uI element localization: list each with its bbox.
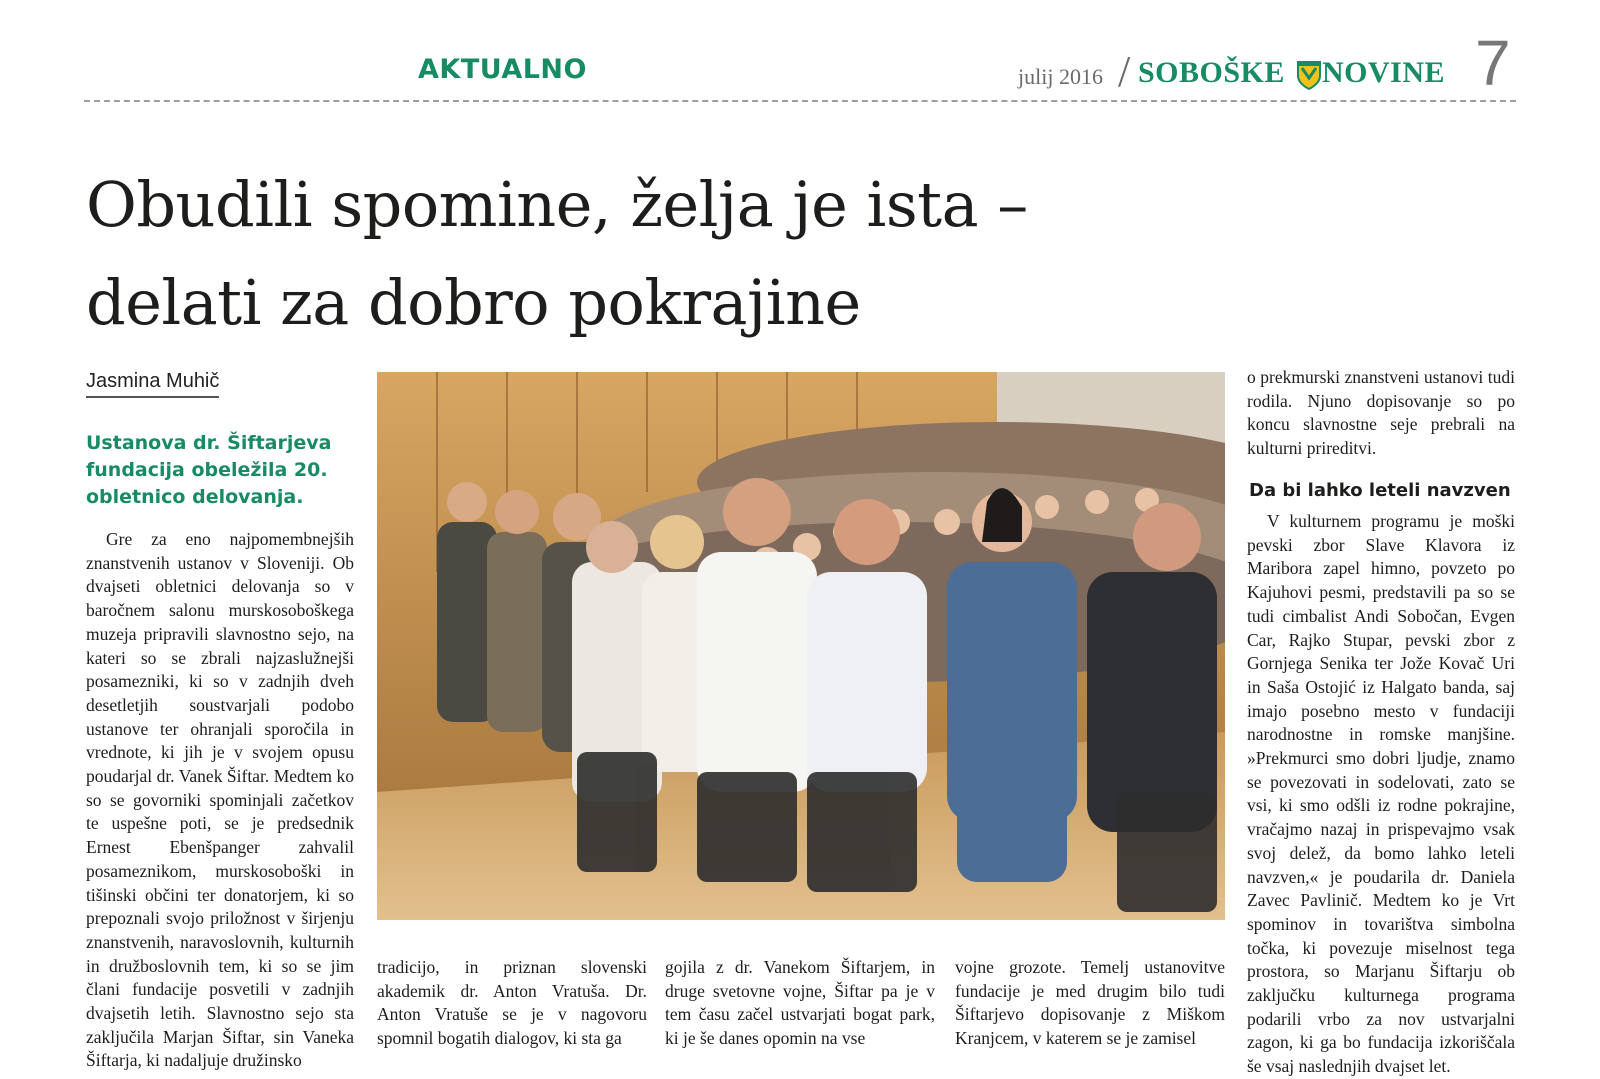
article-headline: [86, 156, 1506, 352]
article-column-2: [377, 956, 647, 1051]
column-5-bottom-text: V kulturnem programu je moški pevski zbor Slave Klavora iz Maribora zapel himno, povzeto po Kajuhovi pesmi, predstavili pa so se tudi cimbalist Andi Sobočan, Evgen Car, Rajko Stupar, pevski zbor z Gornjega Senika ter Jože Kovač Uri in Saša Ostojić iz Halgato banda, saj imajo posebno mesto v fundaciji narodnostne in romske manjšine. »Prekmurci smo dobri ljudje, znamo se povezovati in sodelovati, zato se vsi, ki smo odšli iz rodne pokrajine, vračajmo nazaj in prispevajmo vsak svoj delež, da bomo lahko leteli navzven,« je poudarila dr. Daniela Zavec Pavlinič. Medtem ko je Vrt spominov in tovarištva simbolna točka, ki povezuje miselnost tega prostora, so Marjanu Šiftarju ob zaključku kulturnega programa podarili vrbo za nov ustvarjalni zagon, ki ga bo fundacija izkoriščala še vsaj naslednjih dvajset let.: [1247, 511, 1515, 1077]
article-column-1: [86, 528, 354, 1073]
header-divider: [84, 100, 1516, 102]
column-4-text: vojne grozote. Temelj ustanovitve fundacije je med drugim bilo tudi Šiftarjevo dopisovanje z Miškom Kranjcem, v katerem se je zamisel: [955, 957, 1225, 1049]
masthead-title-right: NOVINE: [1322, 56, 1446, 89]
coat-of-arms-icon: [1296, 60, 1322, 90]
headline-line-1: Obudili spomine, želja je ista –: [86, 168, 1028, 241]
article-column-3: [665, 956, 935, 1051]
headline-line-2: delati za dobro pokrajine: [86, 266, 861, 339]
page-number: 7: [1475, 27, 1511, 99]
page-header: [0, 0, 1600, 110]
article-lead: Ustanova dr. Šiftarjeva fundacija obeležila 20. obletnico delovanja.: [86, 432, 332, 508]
article-subheading: Da bi lahko leteli navzven: [1249, 480, 1511, 501]
audience-photo-illustration: [377, 372, 1225, 920]
author-byline: Jasmina Muhič: [86, 370, 219, 398]
event-photo: [377, 372, 1225, 920]
section-label: AKTUALNO: [418, 54, 587, 85]
column-3-text: gojila z dr. Vanekom Šiftarjem, in druge svetovne vojne, Šiftar pa je v tem času začel ustvarjati bogat park, ki je še danes opomin na vse: [665, 957, 935, 1049]
issue-date: julij 2016: [1018, 64, 1103, 89]
column-2-text: tradicijo, in priznan slovenski akademik dr. Anton Vratuša. Dr. Anton Vratuše se je v nagovoru spomnil bogatih dialogov, ki sta ga: [377, 957, 647, 1049]
article-column-5-bottom: [1247, 510, 1515, 1079]
header-separator: /: [1118, 47, 1131, 96]
article-column-4: [955, 956, 1225, 1051]
masthead-title-left: SOBOŠKE: [1138, 56, 1285, 89]
article-column-5-top: [1247, 366, 1515, 461]
column-5-top-text: o prekmurski znanstveni ustanovi tudi rodila. Njuno dopisovanje so po koncu slavnostne seje prebrali na kulturni prireditvi.: [1247, 367, 1515, 459]
column-1-text: Gre za eno najpomembnejših znanstvenih ustanov v Sloveniji. Ob dvajseti obletnici delovanja so v baročnem salonu murskosoboškega muzeja pripravili slavnostno sejo, na kateri so se zbrali najzaslužnejši posamezniki, ki so v zadnjih dveh desetletjih soustvarjali podobo ustanove ter ohranjali sporočila in vrednote, ki jih je v svojem opusu poudarjal dr. Vanek Šiftar. Medtem ko so se govorniki spominjali začetkov te uspešne poti, se je predsednik Ernest Ebenšpanger zahvalil posameznikom, murskosoboški in tišinski občini ter donatorjem, ki so prepoznali svojo priložnost v širjenju znanstvenih, naravoslovnih, kulturnih in družboslovnih tem, ki so se jim člani fundacije posvetili v zadnjih dvajsetih letih. Slavnostno sejo sta zaključila Marjan Šiftar, sin Vaneka Šiftarja, ki nadaljuje družinsko: [86, 529, 354, 1071]
